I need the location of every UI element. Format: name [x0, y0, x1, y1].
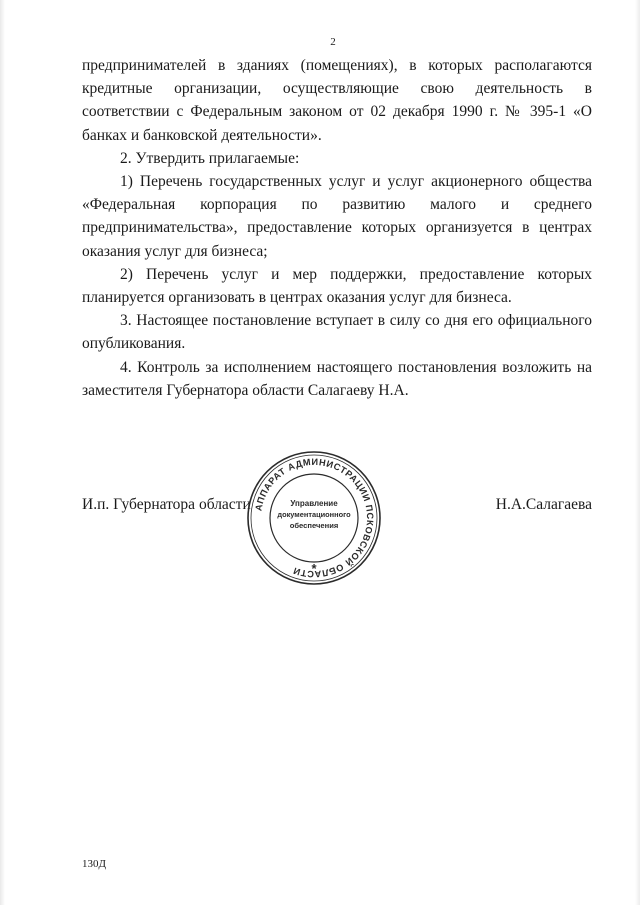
- signatory-name: Н.А.Салагаева: [495, 496, 592, 513]
- paragraph-continuation: предпринимателей в зданиях (помещениях), в которых располагаются кредитные организации, осуществляющие свою деятельность в соответствии с Федеральным законом от 02 декабря 1990 г. № 395-1 «О банках и банковской деятельности».: [82, 57, 592, 144]
- paragraph-item-4: 4. Контроль за исполнением настоящего постановления возложить на заместителя Губернатора области Салагаеву Н.А.: [82, 358, 592, 399]
- paragraph-list-1: 1) Перечень государственных услуг и услуг акционерного общества «Федеральная корпорация по развитию малого и среднего предпринимательства», предоставление которых организуется в центрах оказания услуг для бизнеса;: [82, 173, 592, 260]
- scan-edge-left: [0, 0, 5, 905]
- page-number: 2: [330, 36, 336, 48]
- document-body: [82, 54, 592, 402]
- paragraph-list-2: 2) Перечень услуг и мер поддержки, предоставление которых планируется организовать в центрах оказания услуг для бизнеса.: [82, 265, 592, 307]
- seal-center-line-2: документационного: [277, 510, 351, 519]
- paragraph-item-3: 3. Настоящее постановление вступает в силу со дня его официального опубликования.: [82, 312, 592, 353]
- scan-edge-right: [635, 0, 640, 905]
- seal-ring-text: АППАРАТ АДМИНИСТРАЦИИ ПСКОВСКОЙ ОБЛАСТИ: [253, 456, 376, 580]
- seal-center-line-1: Управление: [290, 499, 338, 508]
- footer-code: 130Д: [82, 858, 107, 870]
- signatory-title: И.п. Губернатора области: [82, 496, 251, 513]
- seal-center-line-3: обеспечения: [289, 521, 339, 530]
- seal-star: *: [311, 561, 317, 576]
- official-seal-icon: [244, 448, 384, 588]
- paragraph-item-2: 2. Утвердить прилагаемые:: [120, 149, 300, 167]
